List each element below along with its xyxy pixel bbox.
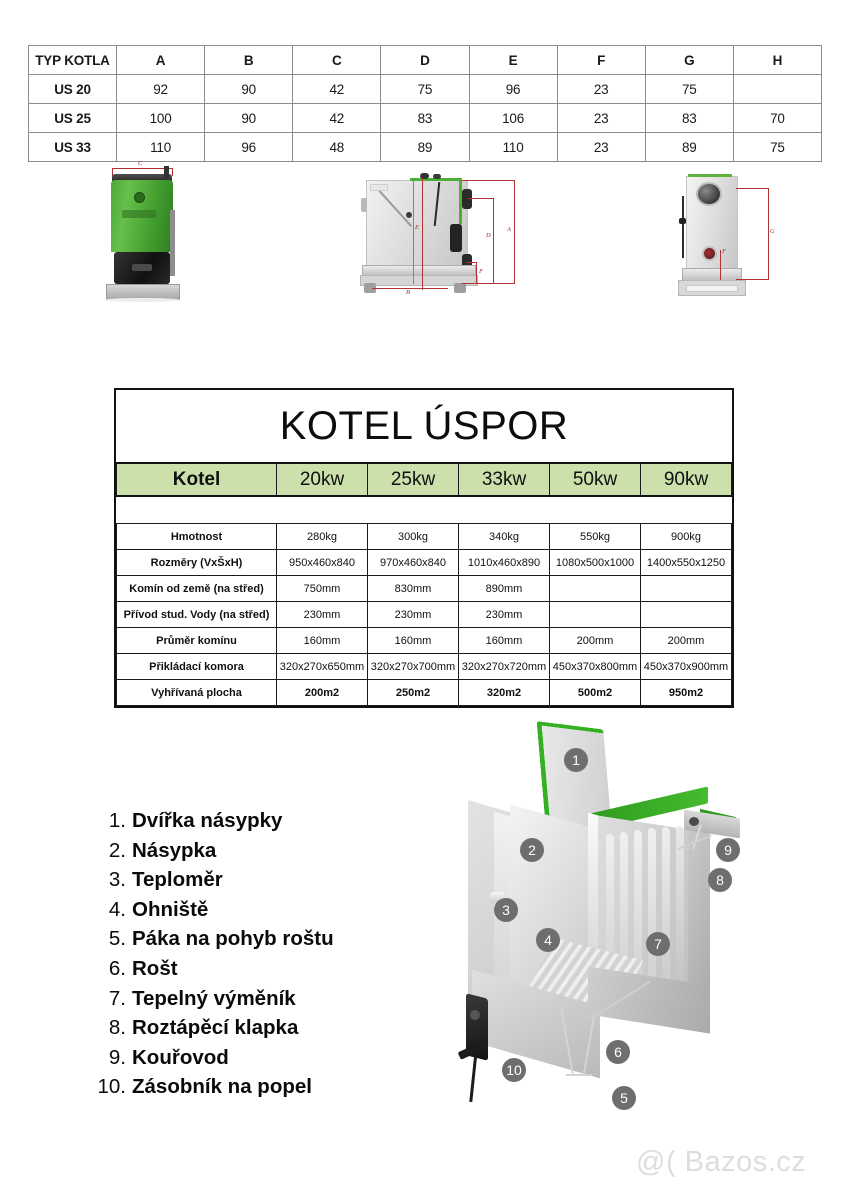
boiler-side-latch-top xyxy=(462,189,472,209)
dimension-line-e-green xyxy=(413,178,414,284)
boiler-rear-water-outlet xyxy=(702,246,717,261)
cell: 100 xyxy=(117,104,205,133)
spec-cell: 230mm xyxy=(368,602,459,628)
list-item xyxy=(96,895,396,925)
dimension-label-c: C xyxy=(138,160,143,167)
callout-8: 8 xyxy=(708,868,732,892)
dimension-label-a: A xyxy=(507,226,511,233)
list-item xyxy=(96,806,396,836)
spec-cell: 230mm xyxy=(277,602,368,628)
list-item xyxy=(96,984,396,1014)
callout-10: 10 xyxy=(502,1058,526,1082)
cell: 48 xyxy=(293,133,381,162)
spec-cell: 950x460x840 xyxy=(277,550,368,576)
boiler-flue-pipe xyxy=(164,166,169,178)
cell: 96 xyxy=(205,133,293,162)
table-row xyxy=(29,75,822,104)
header-cell-b: B xyxy=(205,46,293,75)
list-item-label: Páka na pohyb roštu xyxy=(132,927,334,951)
spec-cell: 320m2 xyxy=(459,680,550,706)
list-item-number: 9. xyxy=(108,1045,126,1069)
list-item-label: Tepelný výměník xyxy=(132,986,296,1010)
boiler-rear-cable-clip xyxy=(679,218,686,224)
list-item-number: 1. xyxy=(108,809,126,832)
list-item-label: Roztápěcí klapka xyxy=(132,1016,299,1040)
spec-cell: 450x370x800mm xyxy=(550,654,641,680)
cell: 23 xyxy=(557,104,645,133)
spec-header-33kw: 33kw xyxy=(459,464,550,496)
list-item-label: Zásobník na popel xyxy=(132,1075,312,1099)
dimension-line-g xyxy=(768,188,769,280)
spec-cell: 830mm xyxy=(368,576,459,602)
list-item-label: Násypka xyxy=(132,838,217,862)
boiler-rear-view-photo xyxy=(660,162,800,312)
boiler-side-top-plate xyxy=(370,184,388,191)
list-item-label: Dvířka násypky xyxy=(132,809,283,832)
spec-row xyxy=(117,654,732,680)
spec-cell: 320x270x700mm xyxy=(368,654,459,680)
list-item xyxy=(96,1013,396,1043)
cell: 42 xyxy=(293,104,381,133)
spec-cell: 320x270x720mm xyxy=(459,654,550,680)
dimension-line-g-top xyxy=(736,188,768,189)
cutaway-shaker-lever-base xyxy=(566,1074,592,1076)
spec-cell: 280kg xyxy=(277,524,368,550)
spec-cell: 500m2 xyxy=(550,680,641,706)
list-item-number: 4. xyxy=(108,897,126,921)
boiler-rear-pallet-slot xyxy=(686,285,738,292)
spec-cell: 550kg xyxy=(550,524,641,550)
cutaway-exchanger-fin xyxy=(676,825,684,1002)
spec-table-title: KOTEL ÚSPOR xyxy=(116,390,732,464)
dimension-label-g: G xyxy=(770,228,775,235)
boiler-rear-cable xyxy=(682,196,684,258)
spec-row-label: Přikládací komora xyxy=(117,654,277,680)
boiler-rear-green-top xyxy=(688,174,732,177)
spec-row-label: Hmotnost xyxy=(117,524,277,550)
spec-cell xyxy=(641,602,732,628)
dimension-line-a-bottom xyxy=(462,283,514,284)
callout-5: 5 xyxy=(612,1086,636,1110)
spec-row xyxy=(117,602,732,628)
cell: 89 xyxy=(381,133,469,162)
spec-cell: 950m2 xyxy=(641,680,732,706)
spec-row-label: Komín od země (na střed) xyxy=(117,576,277,602)
dimension-label-e: E xyxy=(415,224,419,231)
cutaway-door-knob xyxy=(470,1010,480,1020)
spec-cell: 300kg xyxy=(368,524,459,550)
spec-cell: 200m2 xyxy=(277,680,368,706)
row-label: US 33 xyxy=(29,133,117,162)
list-item-number: 6. xyxy=(108,956,126,980)
bazos-watermark: @( Bazos.cz xyxy=(636,1146,807,1178)
spec-row xyxy=(117,524,732,550)
cell: 90 xyxy=(205,75,293,104)
dimension-line-c xyxy=(112,168,172,169)
spec-header-row xyxy=(117,464,732,496)
parts-legend-list xyxy=(96,806,396,1102)
cell: 89 xyxy=(645,133,733,162)
cell: 92 xyxy=(117,75,205,104)
list-item xyxy=(96,1043,396,1073)
spec-cell: 320x270x650mm xyxy=(277,654,368,680)
row-label: US 20 xyxy=(29,75,117,104)
spacer-cell xyxy=(641,496,732,524)
callout-4: 4 xyxy=(536,928,560,952)
table-row xyxy=(29,104,822,133)
boiler-thermometer-dial xyxy=(134,192,145,203)
boiler-door-handle xyxy=(132,264,152,271)
boiler-cutaway-diagram xyxy=(438,718,838,1158)
table-header-row xyxy=(29,46,822,75)
list-item-label: Teploměr xyxy=(132,868,223,892)
spacer-cell xyxy=(459,496,550,524)
spec-cell: 450x370x900mm xyxy=(641,654,732,680)
callout-9: 9 xyxy=(716,838,740,862)
callout-6: 6 xyxy=(606,1040,630,1064)
spec-cell: 1080x500x1000 xyxy=(550,550,641,576)
list-item xyxy=(96,924,396,954)
dimension-line-b xyxy=(372,288,448,289)
spec-cell: 750mm xyxy=(277,576,368,602)
dimension-label-f: F xyxy=(479,268,483,275)
spec-cell xyxy=(550,576,641,602)
cutaway-flue-knob xyxy=(689,817,699,826)
callout-2: 2 xyxy=(520,838,544,862)
spec-cell: 900kg xyxy=(641,524,732,550)
cutaway-door-handle-rod xyxy=(469,1050,477,1102)
boiler-side-strip xyxy=(170,210,175,276)
cell: 75 xyxy=(645,75,733,104)
spec-table xyxy=(116,464,732,706)
dimension-line-f-top xyxy=(466,262,476,263)
cell: 70 xyxy=(733,104,821,133)
spec-cell: 1010x460x890 xyxy=(459,550,550,576)
spec-row xyxy=(117,680,732,706)
callout-3: 3 xyxy=(494,898,518,922)
spec-cell xyxy=(550,602,641,628)
spec-header-kotel: Kotel xyxy=(117,464,277,496)
list-item-number: 10. xyxy=(97,1075,126,1099)
list-item-number: 3. xyxy=(108,868,126,892)
dimension-line-d xyxy=(493,198,494,283)
cell: 96 xyxy=(469,75,557,104)
dimension-line-a xyxy=(514,180,515,284)
header-cell-c: C xyxy=(293,46,381,75)
spec-table-panel xyxy=(114,388,734,708)
spec-row-label: Rozměry (VxŠxH) xyxy=(117,550,277,576)
spec-cell: 160mm xyxy=(277,628,368,654)
dimension-line-d-top xyxy=(468,198,493,199)
dimension-label-d: D xyxy=(486,232,491,239)
cell xyxy=(733,75,821,104)
header-cell-d: D xyxy=(381,46,469,75)
cell: 83 xyxy=(381,104,469,133)
cell: 23 xyxy=(557,75,645,104)
dimension-label-b: B xyxy=(406,289,410,296)
list-item-label: Kouřovod xyxy=(132,1045,229,1069)
header-cell-e: E xyxy=(469,46,557,75)
dimension-line-e xyxy=(422,178,423,290)
cell: 75 xyxy=(733,133,821,162)
dimension-line-a-top xyxy=(462,180,514,181)
header-cell-h: H xyxy=(733,46,821,75)
spec-row xyxy=(117,576,732,602)
spec-header-90kw: 90kw xyxy=(641,464,732,496)
spec-header-25kw: 25kw xyxy=(368,464,459,496)
spacer-cell xyxy=(550,496,641,524)
boiler-side-control-box xyxy=(450,224,462,252)
spec-header-20kw: 20kw xyxy=(277,464,368,496)
spacer-cell xyxy=(368,496,459,524)
spec-header-50kw: 50kw xyxy=(550,464,641,496)
header-cell-a: A xyxy=(117,46,205,75)
spec-cell: 160mm xyxy=(459,628,550,654)
cell: 106 xyxy=(469,104,557,133)
cell: 42 xyxy=(293,75,381,104)
header-cell-g: G xyxy=(645,46,733,75)
dimension-label-f-rear: F xyxy=(722,248,726,255)
spec-cell: 970x460x840 xyxy=(368,550,459,576)
dimension-line-f-rear xyxy=(720,250,721,280)
cell: 110 xyxy=(469,133,557,162)
spec-row-label: Vyhřívaná plocha xyxy=(117,680,277,706)
boiler-base-shadow xyxy=(104,298,180,302)
list-item xyxy=(96,954,396,984)
boiler-side-lid-knob-2 xyxy=(433,174,441,179)
list-item-label: Ohniště xyxy=(132,897,209,921)
spec-cell: 890mm xyxy=(459,576,550,602)
boiler-front-view-photo xyxy=(96,160,216,310)
dimension-line-f xyxy=(476,262,477,284)
list-item-number: 7. xyxy=(108,986,126,1010)
table-row xyxy=(29,133,822,162)
dimension-line-g-bottom xyxy=(736,279,768,280)
spacer-cell xyxy=(117,496,277,524)
boiler-side-left-fitting xyxy=(361,198,367,212)
boiler-logo xyxy=(122,210,156,218)
list-item xyxy=(96,1072,396,1102)
list-item-label: Rošt xyxy=(132,956,178,980)
callout-1: 1 xyxy=(564,748,588,772)
spec-cell: 230mm xyxy=(459,602,550,628)
boiler-side-rod-knob xyxy=(406,212,412,218)
row-label: US 25 xyxy=(29,104,117,133)
boiler-rear-flue-outlet xyxy=(696,182,722,206)
product-photo-strip xyxy=(0,160,848,325)
spacer-cell xyxy=(277,496,368,524)
callout-7: 7 xyxy=(646,932,670,956)
spec-row xyxy=(117,550,732,576)
list-item-number: 8. xyxy=(108,1016,126,1040)
spec-row-label: Přívod stud. Vody (na střed) xyxy=(117,602,277,628)
list-item xyxy=(96,865,396,895)
header-cell-f: F xyxy=(557,46,645,75)
list-item-number: 5. xyxy=(108,927,126,951)
spec-row xyxy=(117,628,732,654)
dimension-tick-right xyxy=(172,168,173,176)
spec-cell xyxy=(641,576,732,602)
cell: 110 xyxy=(117,133,205,162)
list-item xyxy=(96,836,396,866)
dimension-table xyxy=(28,45,822,162)
spec-cell: 250m2 xyxy=(368,680,459,706)
spec-cell: 1400x550x1250 xyxy=(641,550,732,576)
boiler-side-view-photo xyxy=(358,162,538,312)
cell: 90 xyxy=(205,104,293,133)
list-item-number: 2. xyxy=(108,838,126,862)
boiler-wheel-right xyxy=(454,283,466,293)
spec-cell: 160mm xyxy=(368,628,459,654)
spec-row-label: Průměr komínu xyxy=(117,628,277,654)
cell: 75 xyxy=(381,75,469,104)
cell: 83 xyxy=(645,104,733,133)
spec-cell: 200mm xyxy=(641,628,732,654)
cell: 23 xyxy=(557,133,645,162)
spec-spacer-row xyxy=(117,496,732,524)
spec-cell: 340kg xyxy=(459,524,550,550)
spec-cell: 200mm xyxy=(550,628,641,654)
header-cell-typ-kotla: TYP KOTLA xyxy=(29,46,117,75)
